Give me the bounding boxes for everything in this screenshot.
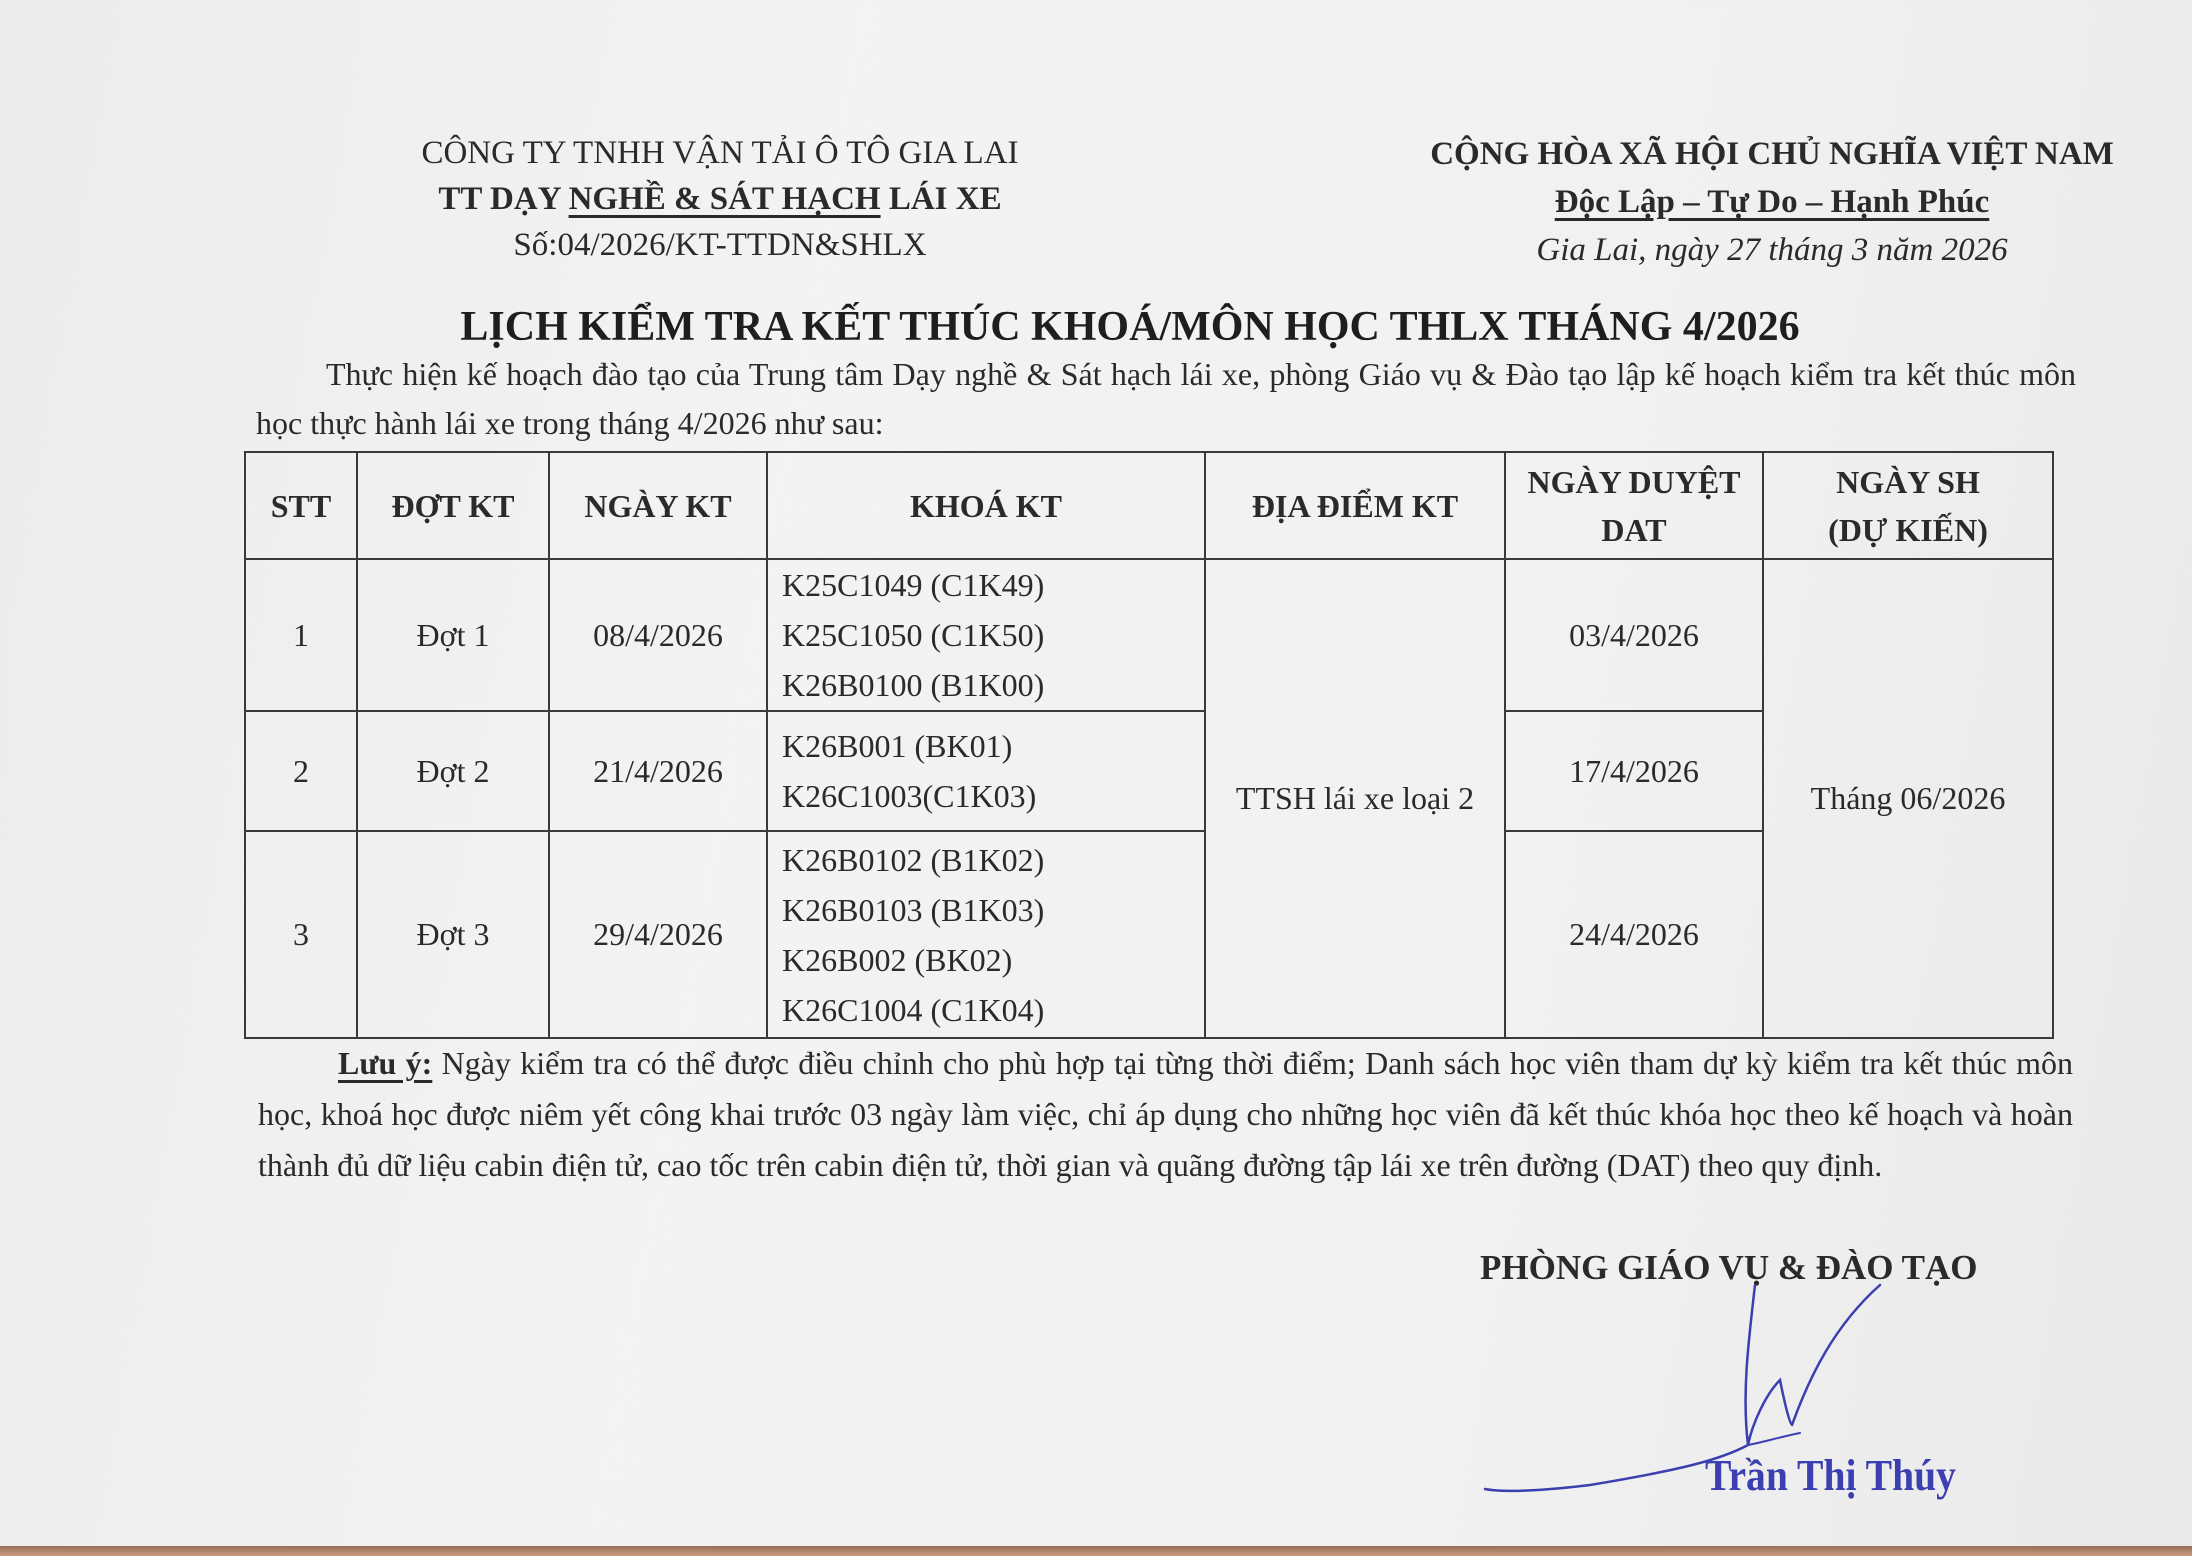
header-ngay-duyet-dat xyxy=(1505,452,1763,559)
header-stt: STT xyxy=(245,452,357,559)
course-code: K26C1004 (C1K04) xyxy=(782,991,1045,1028)
cell-stt: 3 xyxy=(245,831,357,1038)
signer-name: Trần Thị Thúy xyxy=(1705,1451,1956,1500)
course-code: K26B0100 (B1K00) xyxy=(782,667,1045,703)
course-code: K26B0102 (B1K02) xyxy=(782,841,1045,878)
national-motto: Độc Lập – Tự Do – Hạnh Phúc xyxy=(1554,184,1990,220)
note-text: Ngày kiểm tra có thể được điều chỉnh cho phù hợp tại từng thời điểm; Danh sách học viên tham dự kỳ kiểm tra kết thúc môn học, khoá học được niêm yết công khai trước 03 ngày làm việc, chỉ áp dụng cho những học viên đã kết thúc khóa học theo kế hoạch và hoàn thành đủ dữ liệu cabin điện tử, cao tốc trên cabin điện tử, thời gian và quãng đường tập lái xe trên đường (DAT) theo quy định. xyxy=(258,1045,2074,1183)
header-ngay-sh-line1: NGÀY SH xyxy=(1836,463,1980,500)
course-code: K26B0103 (B1K03) xyxy=(782,891,1045,928)
cell-stt: 1 xyxy=(245,559,357,711)
table-header-row xyxy=(245,452,2053,559)
cell-khoa-kt xyxy=(767,711,1205,831)
header-ngay-sh-line2: (DỰ KIẾN) xyxy=(1828,511,1988,548)
header-right xyxy=(1322,130,2192,274)
document-number: Số:04/2026/KT-TTDN&SHLX xyxy=(513,227,927,263)
header-ngay-sh xyxy=(1763,452,2053,559)
center-name-underlined: NGHỀ & SÁT HẠCH xyxy=(568,181,881,217)
exam-schedule-table xyxy=(244,451,2054,1039)
cell-khoa-kt xyxy=(767,831,1205,1038)
cell-ngay-duyet-dat: 03/4/2026 xyxy=(1505,559,1763,711)
center-name-prefix: TT DẠY xyxy=(438,181,569,217)
header-dia-diem-kt: ĐỊA ĐIỂM KT xyxy=(1205,452,1505,559)
center-name xyxy=(220,176,1220,222)
course-code: K26C1003(C1K03) xyxy=(782,778,1037,814)
cell-dot: Đợt 1 xyxy=(357,559,549,711)
cell-ngay-kt: 08/4/2026 xyxy=(549,559,767,711)
course-code: K25C1049 (C1K49) xyxy=(782,567,1045,603)
header-ngay-duyet-line2: DAT xyxy=(1601,511,1667,548)
course-code: K26B002 (BK02) xyxy=(782,941,1013,978)
course-code: K25C1050 (C1K50) xyxy=(782,617,1045,653)
center-name-suffix: LÁI XE xyxy=(880,181,1002,217)
header-ngay-duyet-line1: NGÀY DUYỆT xyxy=(1527,463,1741,500)
place-date: Gia Lai, ngày 27 tháng 3 năm 2026 xyxy=(1536,232,2008,268)
header-ngay-kt: NGÀY KT xyxy=(549,452,767,559)
cell-dia-diem-kt: TTSH lái xe loại 2 xyxy=(1205,559,1505,1038)
cell-ngay-kt: 29/4/2026 xyxy=(549,831,767,1038)
cell-ngay-duyet-dat: 24/4/2026 xyxy=(1505,831,1763,1038)
header-dot-kt: ĐỢT KT xyxy=(357,452,549,559)
note-label: Lưu ý: xyxy=(338,1045,433,1081)
department-name: PHÒNG GIÁO VỤ & ĐÀO TẠO xyxy=(1480,1248,1978,1287)
cell-dot: Đợt 2 xyxy=(357,711,549,831)
cell-ngay-duyet-dat: 17/4/2026 xyxy=(1505,711,1763,831)
paper-edge xyxy=(0,1546,2192,1556)
header-left xyxy=(220,130,1220,268)
cell-ngay-kt: 21/4/2026 xyxy=(549,711,767,831)
cell-khoa-kt xyxy=(767,559,1205,711)
header-khoa-kt: KHOÁ KT xyxy=(767,452,1205,559)
cell-dot: Đợt 3 xyxy=(357,831,549,1038)
intro-paragraph: Thực hiện kế hoạch đào tạo của Trung tâm Dạy nghề & Sát hạch lái xe, phòng Giáo vụ & Đào tạo lập kế hoạch kiểm tra kết thúc môn học thực hành lái xe trong tháng 4/2026 như sau: xyxy=(256,356,2076,441)
document-title: LỊCH KIỂM TRA KẾT THÚC KHOÁ/MÔN HỌC THLX THÁNG 4/2026 xyxy=(460,304,1800,350)
note-paragraph xyxy=(258,1038,2073,1191)
republic-name: CỘNG HÒA XÃ HỘI CHỦ NGHĨA VIỆT NAM xyxy=(1430,136,2114,172)
cell-ngay-sh: Tháng 06/2026 xyxy=(1763,559,2053,1038)
company-name: CÔNG TY TNHH VẬN TẢI Ô TÔ GIA LAI xyxy=(421,135,1019,171)
table-row xyxy=(245,559,2053,711)
cell-stt: 2 xyxy=(245,711,357,831)
course-code: K26B001 (BK01) xyxy=(782,728,1013,764)
